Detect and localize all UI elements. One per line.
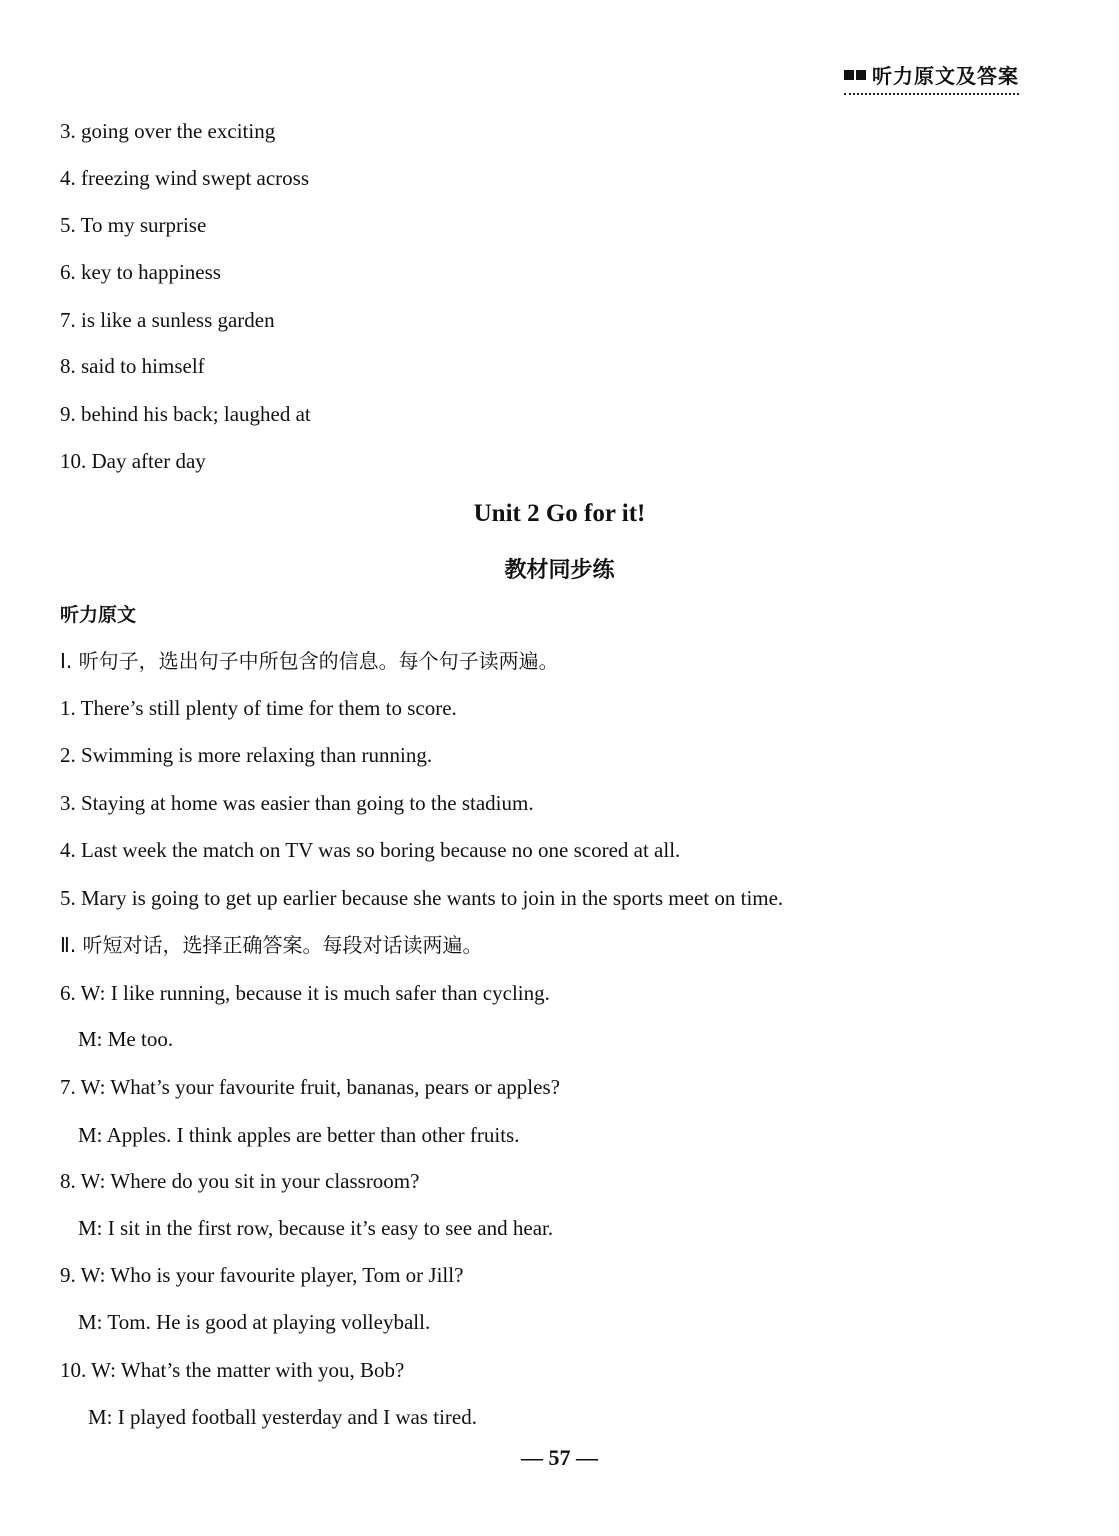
- part2-instruction: Ⅱ. 听短对话，选择正确答案。每段对话读两遍。: [60, 933, 483, 957]
- answer-line: 3. going over the exciting: [60, 119, 276, 143]
- running-header: [844, 60, 1019, 95]
- listening-sentence: 3. Staying at home was easier than going to the stadium.: [60, 791, 534, 815]
- unit-title: Unit 2 Go for it!: [473, 500, 646, 527]
- answer-line: 4. freezing wind swept across: [60, 166, 310, 190]
- subsection-title: 听力原文: [60, 604, 137, 626]
- answer-line: 9. behind his back; laughed at: [60, 402, 311, 426]
- page-number: — 57 —: [521, 1445, 598, 1470]
- answer-line: 8. said to himself: [60, 354, 205, 378]
- dialogue-woman-line: 7. W: What’s your favourite fruit, bananas, pears or apples?: [60, 1075, 560, 1099]
- running-header-title: 听力原文及答案: [872, 64, 1019, 88]
- listening-sentence: 4. Last week the match on TV was so boring because no one scored at all.: [60, 838, 681, 862]
- dialogue-woman-line: 10. W: What’s the matter with you, Bob?: [60, 1358, 405, 1382]
- dialogue-man-line: M: I played football yesterday and I was tired.: [88, 1405, 477, 1429]
- answer-line: 7. is like a sunless garden: [60, 308, 275, 332]
- part1-instruction: Ⅰ. 听句子，选出句子中所包含的信息。每个句子读两遍。: [60, 649, 559, 673]
- answer-line: 6. key to happiness: [60, 260, 221, 284]
- dialogue-woman-line: 9. W: Who is your favourite player, Tom or Jill?: [60, 1263, 464, 1287]
- dialogue-man-line: M: I sit in the first row, because it’s easy to see and hear.: [78, 1216, 554, 1240]
- answer-line: 5. To my surprise: [60, 213, 207, 237]
- dialogue-man-line: M: Tom. He is good at playing volleyball.: [78, 1310, 431, 1334]
- header-square-icon: [844, 70, 866, 80]
- dialogue-man-line: M: Me too.: [78, 1027, 174, 1051]
- answer-line: 10. Day after day: [60, 449, 206, 473]
- section-title: 教材同步练: [504, 558, 615, 583]
- dialogue-man-line: M: Apples. I think apples are better than other fruits.: [78, 1123, 520, 1147]
- listening-sentence: 2. Swimming is more relaxing than running.: [60, 743, 433, 767]
- dialogue-woman-line: 8. W: Where do you sit in your classroom?: [60, 1169, 420, 1193]
- listening-sentence: 1. There’s still plenty of time for them to score.: [60, 696, 457, 720]
- listening-sentence: 5. Mary is going to get up earlier because she wants to join in the sports meet on time.: [60, 886, 784, 910]
- dialogue-woman-line: 6. W: I like running, because it is much safer than cycling.: [60, 981, 550, 1005]
